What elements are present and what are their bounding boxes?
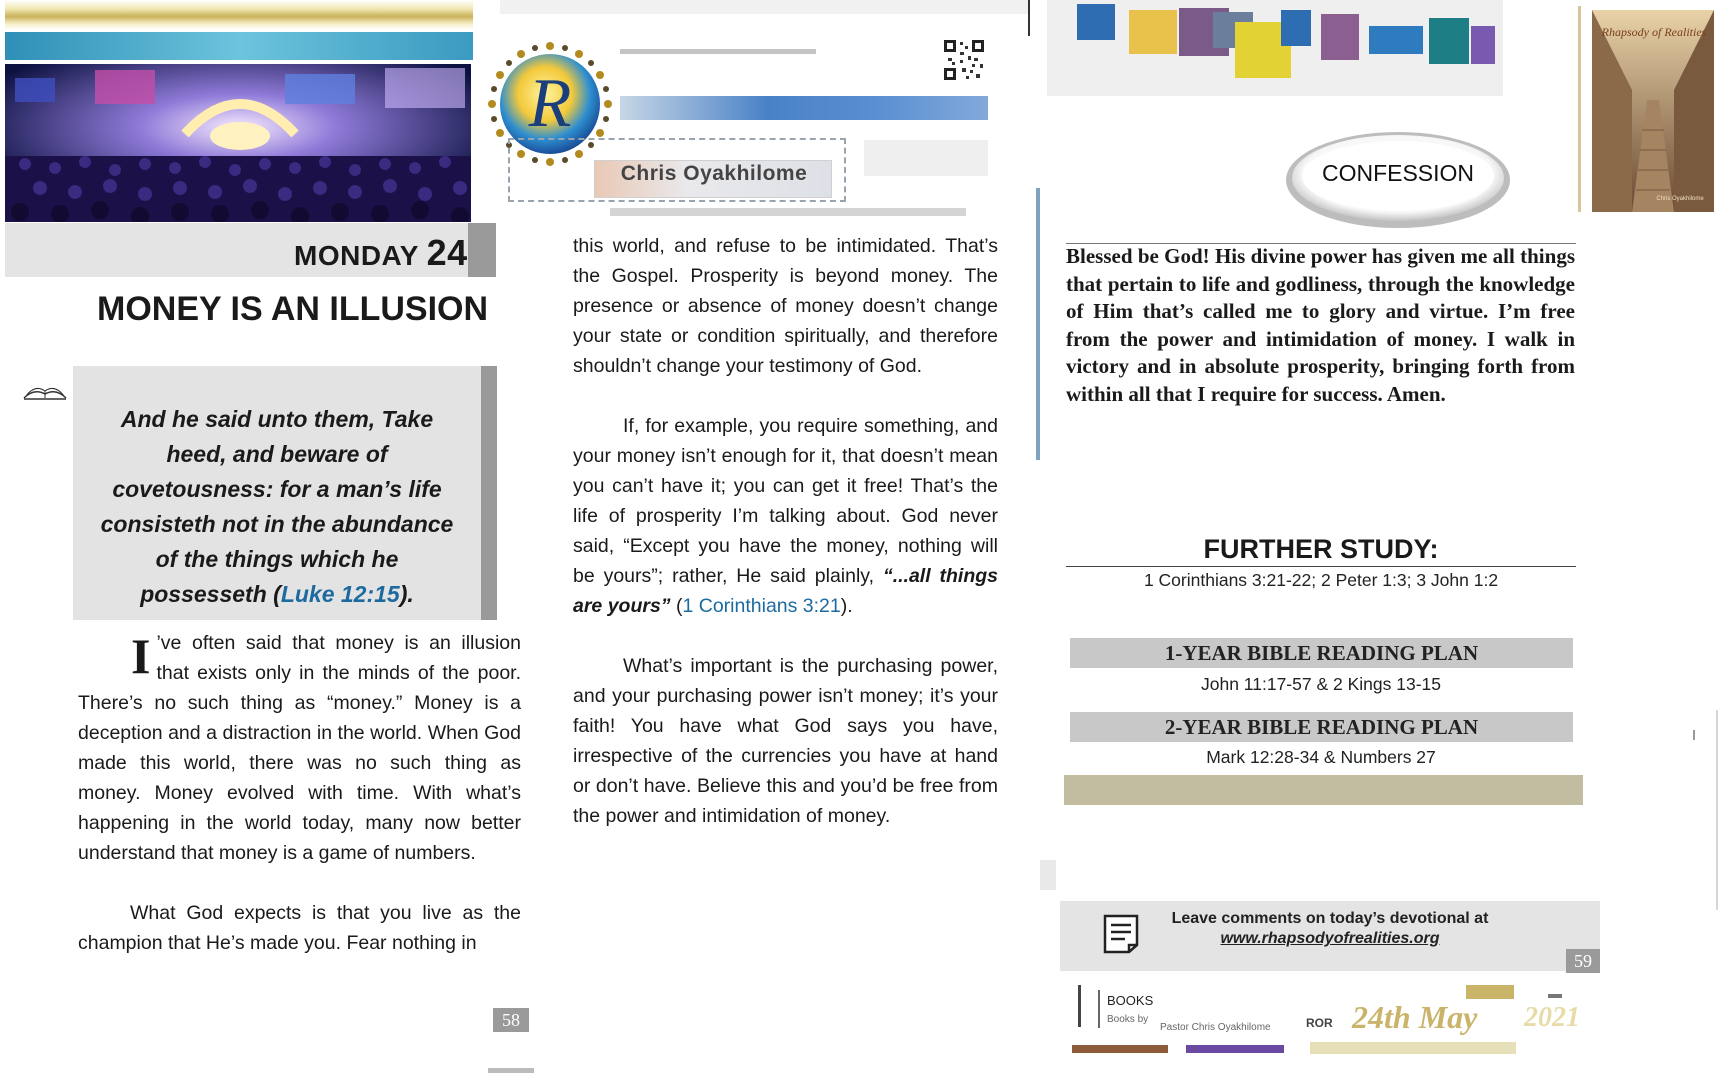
left-column-text [78, 628, 521, 958]
comments-url-link[interactable]: www.rhapsodyofrealities.org [1220, 930, 1440, 947]
document-icon [1101, 913, 1143, 955]
devotional-title: MONEY IS AN ILLUSION [97, 290, 489, 328]
books-by-label: Books by [1107, 1014, 1149, 1025]
footer-book-strip [1186, 1045, 1284, 1053]
top-gold-band [5, 0, 473, 30]
header-line [620, 49, 816, 54]
paragraph [78, 628, 521, 868]
day-number: 24 [426, 232, 468, 273]
scripture-text: And he said unto them, Take heed, and beware of covetousness: for a man’s life consisteth not in the abundance of the things which he possesseth ( [100, 406, 454, 607]
paren-close: ). [840, 595, 853, 617]
paragraph-text: ’ve often said that money is an illusion that exists only in the minds of the poor. There’s no such thing as “money.” Money is a deception and a distraction in the world. When God made this world, there was no such thing as money. Money evolved with time. With what’s happening in the world today, many now better understand that money is a game of numbers. [78, 632, 521, 864]
confession-label: CONFESSION [1321, 160, 1475, 186]
center-column-text [573, 231, 998, 831]
comments-prompt: Leave comments on today’s devotional at [1171, 910, 1489, 927]
page-number: 59 [1566, 949, 1600, 973]
paragraph: this world, and refuse to be intimidated. That’s the Gospel. Prosperity is beyond money. The presence or absence of money doesn’t change your state or condition spiritually, and therefore shouldn’t change your testimony of God. [573, 235, 998, 377]
open-book-icon [22, 378, 68, 402]
confession-text: Blessed be God! His divine power has given me all things that pertain to life and godliness, through the knowledge of Him that’s called me to glory and virtue. I’m free from the power and intimidation of money. I walk in victory and in absolute prosperity, bringing forth from within all that I require for success. Amen. [1066, 244, 1575, 406]
right-page-vertical-line [1036, 188, 1040, 460]
book-edge-strip [1578, 6, 1581, 212]
gray-fragment [1040, 860, 1056, 890]
footer-gold-block [1466, 985, 1514, 999]
footer-year: 2021 [1524, 1002, 1580, 1033]
footer-bar [1078, 985, 1081, 1027]
right-edge-line [1716, 710, 1718, 910]
logo-letter: R [528, 65, 572, 142]
header-blue-bar [620, 96, 988, 120]
center-divider [1028, 0, 1030, 36]
scripture-reference-link[interactable]: 1 Corinthians 3:21 [682, 595, 841, 617]
olive-divider-bar [1064, 775, 1583, 805]
day-word: MONDAY [294, 240, 419, 271]
top-blue-band [5, 32, 473, 60]
book-cover-image [1592, 10, 1714, 212]
center-top-bar [500, 0, 1028, 14]
scripture-box-accent [481, 366, 497, 620]
scripture-close: ). [399, 581, 414, 607]
further-study-references: 1 Corinthians 3:21-22; 2 Peter 1:3; 3 John 1:2 [1143, 570, 1499, 590]
author-name: Chris Oyakhilome [620, 162, 808, 185]
footer-book-strip [1072, 1045, 1168, 1053]
footer-bar [1098, 990, 1100, 1028]
ror-label: ROR [1306, 1016, 1333, 1030]
qr-code-icon[interactable] [942, 38, 986, 82]
paragraph [573, 411, 998, 621]
paragraph-text: If, for example, you require something, and your money isn’t enough for it, that doesn’t mean you can’t have it; you can get it free! That’s the life of prosperity I’m talking about. God never said, “Except you have the money, nothing will be yours”; rather, He said plainly, [573, 415, 998, 587]
right-edge-tick [1693, 730, 1695, 740]
footer-date: 24th May [1352, 999, 1478, 1035]
scripture-quote-inline: “...all things are yours” [573, 565, 999, 617]
bottom-divider [488, 1068, 534, 1073]
page-number: 58 [493, 1008, 529, 1032]
two-year-plan-reference: Mark 12:28-34 & Numbers 27 [1206, 747, 1436, 767]
two-year-plan-title: 2-YEAR BIBLE READING PLAN [1070, 712, 1573, 742]
further-study-title: FURTHER STUDY: [1203, 534, 1439, 564]
day-label [294, 232, 468, 274]
scripture-reference-link[interactable]: Luke 12:15 [280, 581, 400, 607]
header-bottom-rule [610, 208, 966, 216]
book-cover-author: Chris Oyakhilome [1656, 196, 1704, 202]
books-author: Pastor Chris Oyakhilome [1160, 1022, 1271, 1033]
header-gray-block [864, 140, 988, 176]
one-year-plan-title: 1-YEAR BIBLE READING PLAN [1070, 638, 1573, 668]
drop-cap: I [131, 628, 151, 684]
paragraph: What God expects is that you live as the champion that He’s made you. Fear nothing in [78, 902, 521, 954]
footer-dash [1548, 994, 1562, 998]
concert-image [5, 64, 471, 222]
paren-open: ( [670, 595, 683, 617]
color-squares-banner [1047, 0, 1503, 96]
one-year-plan-reference: John 11:17-57 & 2 Kings 13-15 [1201, 674, 1441, 694]
further-study-rule [1066, 566, 1576, 567]
books-label[interactable]: BOOKS [1107, 993, 1154, 1008]
scripture-quote [90, 402, 464, 612]
footer-book-strip [1310, 1042, 1516, 1054]
paragraph: What’s important is the purchasing power, and your purchasing power isn’t money; it’s your faith! You have what God says you have, irrespective of the currencies you have at hand or don’t have. Believe this and you’d be free from the power and intimidation of money. [573, 655, 998, 827]
book-cover-title: Rhapsody of Realities [1601, 25, 1707, 39]
day-header-accent [468, 223, 496, 277]
